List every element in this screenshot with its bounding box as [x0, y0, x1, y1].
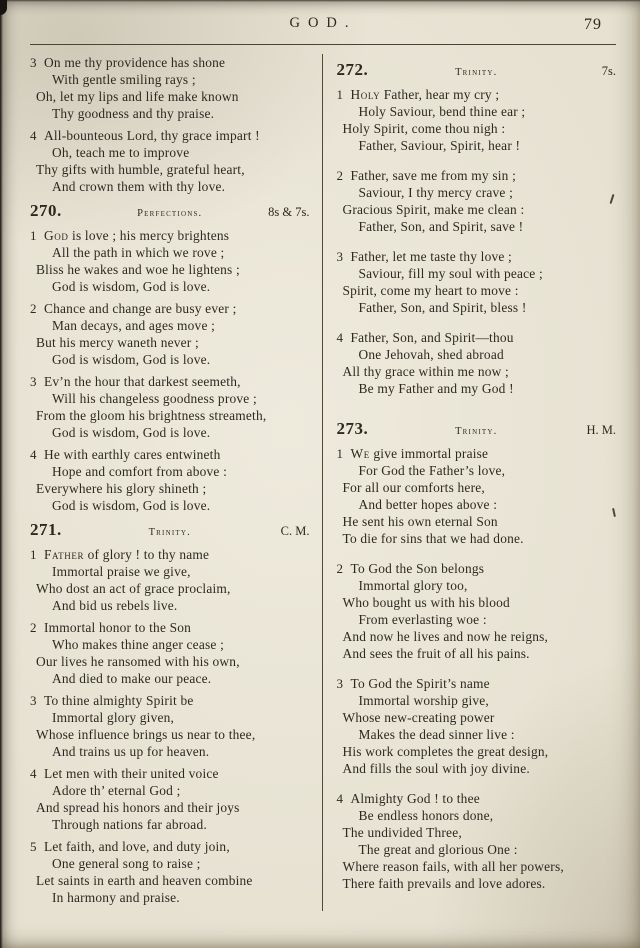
- verse-number: 1: [30, 547, 37, 562]
- left-column: [30, 54, 322, 911]
- verse-number: 5: [30, 839, 37, 854]
- verse-2: [337, 560, 617, 662]
- verse-number: 3: [30, 374, 37, 389]
- verse-1: [337, 445, 617, 547]
- verse-line: And now he lives and now he reigns,: [342, 629, 549, 644]
- verse-number: 4: [336, 330, 343, 345]
- verse-number: 3: [30, 693, 37, 708]
- verse-line: Where reason fails, with all her powers,: [342, 859, 564, 874]
- hymn-271: [30, 520, 310, 906]
- verse-line: We give immortal praise: [350, 446, 489, 461]
- verse-2: [337, 167, 617, 235]
- verse-line: Immortal honor to the Son: [44, 620, 192, 635]
- verse-line: Holy Spirit, come thou nigh :: [342, 121, 506, 136]
- verse-1: [30, 546, 310, 614]
- hymn-number: 270.: [30, 201, 62, 220]
- verse-line: All-bounteous Lord, thy grace impart !: [44, 128, 260, 143]
- verse-line: Father, Son, and Spirit, save !: [358, 219, 524, 234]
- verse-line: And spread his honors and their joys: [36, 800, 240, 815]
- verse-line: The great and glorious One :: [358, 842, 518, 857]
- verse-line: One general song to raise ;: [52, 856, 201, 871]
- verse-number: 1: [336, 87, 343, 102]
- verse-line: He sent his own eternal Son: [342, 514, 498, 529]
- verse-number: 4: [336, 791, 343, 806]
- page-header: [30, 15, 616, 39]
- verse-line: Who makes thine anger cease ;: [52, 637, 224, 652]
- hymn-meter: H. M.: [586, 423, 616, 437]
- verse-line: For God the Father’s love,: [358, 463, 506, 478]
- verse-line: And trains us up for heaven.: [52, 744, 210, 759]
- verse-3: [30, 54, 310, 122]
- hymn-272: [337, 60, 617, 397]
- hymn-header: [337, 60, 617, 80]
- hymn-header: [337, 419, 617, 439]
- verse-line: Whose new-creating power: [342, 710, 495, 725]
- verse-line: Holy Father, hear my cry ;: [350, 87, 500, 102]
- verse-number: 1: [336, 446, 343, 461]
- verse-line: Father, Son, and Spirit—thou: [350, 330, 514, 345]
- verse-number: 2: [30, 620, 37, 635]
- verse-number: 2: [336, 561, 343, 576]
- verse-number: 4: [30, 128, 37, 143]
- verse-line: Makes the dead sinner live :: [358, 727, 515, 742]
- verse-line: God is wisdom, God is love.: [52, 352, 211, 367]
- verse-line: Bliss he wakes and woe he lightens ;: [36, 262, 240, 277]
- verse-line: Let saints in earth and heaven combine: [36, 873, 253, 888]
- verse-line: And bid us rebels live.: [52, 598, 178, 613]
- verse-line: To God the Son belongs: [350, 561, 485, 576]
- verse-line: Be my Father and my God !: [358, 381, 514, 396]
- verse-line: Our lives he ransomed with his own,: [36, 654, 240, 669]
- verse-line: God is love ; his mercy brightens: [44, 228, 230, 243]
- verse-line: Almighty God ! to thee: [350, 791, 480, 806]
- hymn-number: 271.: [30, 520, 62, 539]
- verse-line: Father, save me from my sin ;: [350, 168, 517, 183]
- verse-3: [30, 692, 310, 760]
- verse-line: Everywhere his glory shineth ;: [36, 481, 207, 496]
- verse-line: Saviour, fill my soul with peace ;: [358, 266, 543, 281]
- verse-number: 2: [30, 301, 37, 316]
- verse-line: In harmony and praise.: [52, 890, 180, 905]
- verse-line: All the path in which we rove ;: [52, 245, 225, 260]
- verse-line: Thy goodness and thy praise.: [52, 106, 215, 121]
- running-head: GOD.: [289, 15, 357, 31]
- verse-line: Father, Son, and Spirit, bless !: [358, 300, 527, 315]
- header-rule: [30, 44, 616, 45]
- lead-word: Father: [44, 547, 85, 562]
- verse-line: Father, let me taste thy love ;: [350, 249, 512, 264]
- verse-4: [30, 765, 310, 833]
- page-number: 79: [584, 16, 602, 33]
- verse-line: For all our comforts here,: [342, 480, 485, 495]
- verse-line: Father of glory ! to thy name: [44, 547, 210, 562]
- verse-line: And crown them with thy love.: [52, 179, 226, 194]
- verse-number: 4: [30, 766, 37, 781]
- hymn-title: Trinity.: [148, 527, 191, 538]
- verse-line: God is wisdom, God is love.: [52, 279, 211, 294]
- hymn-meter: 7s.: [601, 64, 616, 78]
- verse-1: [30, 227, 310, 295]
- verse-line: Let men with their united voice: [44, 766, 219, 781]
- verse-line: Immortal worship give,: [358, 693, 489, 708]
- hymn-header: [30, 520, 310, 540]
- verse-3: [30, 373, 310, 441]
- verse-line: Who bought us with his blood: [342, 595, 510, 610]
- verse-line: Immortal praise we give,: [52, 564, 191, 579]
- verse-number: 1: [30, 228, 37, 243]
- verse-line: Man decays, and ages move ;: [52, 318, 216, 333]
- verse-line: Oh, let my lips and life make known: [36, 89, 239, 104]
- lead-word: We: [350, 446, 370, 461]
- verse-line: Hope and comfort from above :: [52, 464, 227, 479]
- verse-line: From everlasting woe :: [358, 612, 487, 627]
- verse-line: Spirit, come my heart to move :: [342, 283, 519, 298]
- text-columns: [30, 54, 616, 911]
- hymn-270: [30, 201, 310, 514]
- verse-4: [337, 790, 617, 892]
- verse-line: Immortal glory given,: [52, 710, 175, 725]
- verse-4: [30, 127, 310, 195]
- verse-line: God is wisdom, God is love.: [52, 498, 211, 513]
- verse-line: Be endless honors done,: [358, 808, 494, 823]
- lead-word: Holy: [350, 87, 381, 102]
- verse-line: Father, Saviour, Spirit, hear !: [358, 138, 521, 153]
- verse-3: [337, 248, 617, 316]
- verse-line: With gentle smiling rays ;: [52, 72, 196, 87]
- verse-line: Chance and change are busy ever ;: [44, 301, 237, 316]
- verse-1: [337, 86, 617, 154]
- verse-line: From the gloom his brightness streameth,: [36, 408, 267, 423]
- verse-line: Gracious Spirit, make me clean :: [342, 202, 525, 217]
- verse-number: 3: [336, 676, 343, 691]
- verse-line: Adore th’ eternal God ;: [52, 783, 181, 798]
- verse-3: [337, 675, 617, 777]
- hymn-meter: 8s & 7s.: [268, 205, 310, 219]
- lead-word: God: [44, 228, 69, 243]
- verse-number: 3: [336, 249, 343, 264]
- verse-line: All thy grace within me now ;: [342, 364, 509, 379]
- verse-line: The undivided Three,: [342, 825, 462, 840]
- verse-line: There faith prevails and love adores.: [342, 876, 546, 891]
- verse-4: [337, 329, 617, 397]
- hymn-continuation: [30, 54, 310, 195]
- verse-line: Whose influence brings us near to thee,: [36, 727, 256, 742]
- verse-line: Let faith, and love, and duty join,: [44, 839, 230, 854]
- hymn-number: 273.: [336, 419, 369, 438]
- verse-line: And sees the fruit of all his pains.: [342, 646, 530, 661]
- verse-line: Will his changeless goodness prove ;: [52, 391, 257, 406]
- verse-line: And better hopes above :: [358, 497, 498, 512]
- hymn-title: Trinity.: [455, 67, 498, 78]
- verse-line: To thine almighty Spirit be: [44, 693, 194, 708]
- verse-line: Saviour, I thy mercy crave ;: [358, 185, 514, 200]
- verse-line: Who dost an act of grace proclaim,: [36, 581, 231, 596]
- verse-line: On me thy providence has shone: [44, 55, 226, 70]
- verse-line: He with earthly cares entwineth: [44, 447, 221, 462]
- verse-number: 3: [30, 55, 37, 70]
- verse-line: And fills the soul with joy divine.: [342, 761, 530, 776]
- verse-line: Through nations far abroad.: [52, 817, 207, 832]
- verse-line: To God the Spirit’s name: [350, 676, 490, 691]
- verse-line: One Jehovah, shed abroad: [358, 347, 504, 362]
- hymn-meter: C. M.: [280, 524, 310, 538]
- hymn-273: [337, 419, 617, 892]
- verse-line: Holy Saviour, bend thine ear ;: [358, 104, 526, 119]
- verse-line: But his mercy waneth never ;: [36, 335, 199, 350]
- verse-number: 4: [30, 447, 37, 462]
- verse-line: His work completes the great design,: [342, 744, 549, 759]
- hymn-number: 272.: [336, 60, 369, 79]
- verse-2: [30, 619, 310, 687]
- verse-line: Oh, teach me to improve: [52, 145, 190, 160]
- hymn-header: [30, 201, 310, 221]
- verse-2: [30, 300, 310, 368]
- verse-line: To die for sins that we had done.: [342, 531, 524, 546]
- verse-line: God is wisdom, God is love.: [52, 425, 211, 440]
- verse-line: Ev’n the hour that darkest seemeth,: [44, 374, 241, 389]
- verse-4: [30, 446, 310, 514]
- verse-5: [30, 838, 310, 906]
- hymn-title: Perfections.: [137, 208, 203, 219]
- verse-number: 2: [336, 168, 343, 183]
- verse-line: Thy gifts with humble, grateful heart,: [36, 162, 245, 177]
- verse-line: And died to make our peace.: [52, 671, 212, 686]
- right-column: [323, 54, 617, 911]
- verse-line: Immortal glory too,: [358, 578, 468, 593]
- hymn-title: Trinity.: [455, 426, 498, 437]
